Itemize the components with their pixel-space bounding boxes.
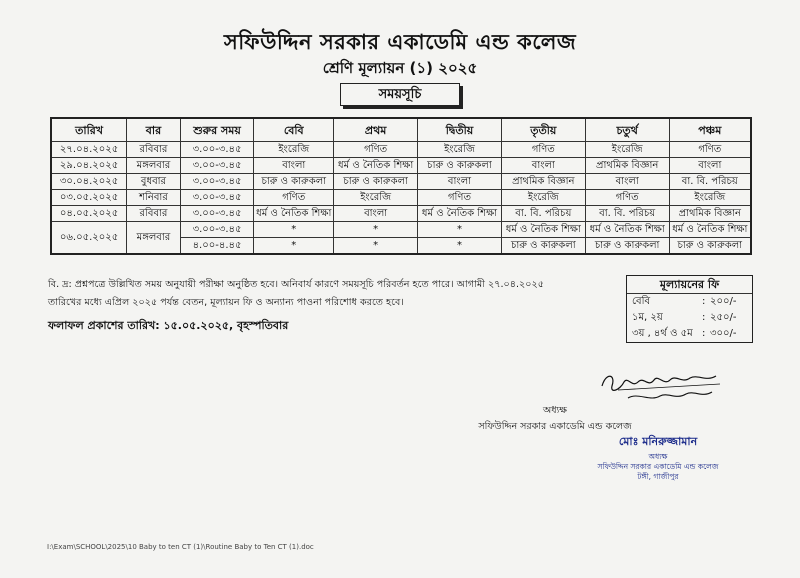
cell-day: রবিবার (127, 206, 181, 222)
cell-day: বুধবার (127, 174, 181, 190)
table-row (51, 206, 751, 222)
cell-subject: ইংরেজি (418, 142, 502, 158)
fee-row (627, 310, 752, 326)
stamp-place: টঙ্গী, গাজীপুর (637, 472, 679, 481)
cell-date: ০৩.০৫.২০২৫ (51, 190, 127, 206)
cell-time: ৩.০০-৩.৪৫ (180, 222, 254, 238)
col-date: তারিখ (51, 118, 127, 142)
cell-subject: ইংরেজি (334, 190, 418, 206)
cell-time: ৪.০০-৪.৪৫ (180, 238, 254, 255)
cell-subject: বাংলা (418, 174, 502, 190)
official-stamp (568, 433, 748, 482)
cell-date: ২৭.০৪.২০২৫ (51, 142, 127, 158)
cell-subject: চারু ও কারুকলা (334, 174, 418, 190)
result-date: ফলাফল প্রকাশের তারিখ: ১৫.০৫.২০২৫, বৃহস্পতিবার (48, 319, 289, 332)
fee-amount: ২০০/- (710, 296, 737, 307)
table-header-row (51, 118, 751, 142)
schedule-banner: সময়সূচি (340, 83, 460, 106)
cell-time: ৩.০০-৩.৪৫ (180, 206, 254, 222)
col-start-time: শুরুর সময় (180, 118, 254, 142)
stamp-role: অধ্যক্ষ (648, 452, 668, 461)
cell-subject: চারু ও কারুকলা (501, 238, 585, 255)
fee-amount: ২৫০/- (710, 312, 737, 323)
col-class-2: দ্বিতীয় (418, 118, 502, 142)
cell-subject: * (418, 222, 502, 238)
fee-amount: ৩০০/- (710, 328, 737, 339)
fee-row (627, 294, 752, 310)
table-row (51, 222, 751, 238)
cell-subject: * (254, 222, 334, 238)
cell-subject: প্রাথমিক বিজ্ঞান (501, 174, 585, 190)
principal-title: অধ্যক্ষ (542, 405, 567, 416)
col-class-3: তৃতীয় (501, 118, 585, 142)
cell-subject: * (334, 222, 418, 238)
table-row (51, 174, 751, 190)
cell-date: ০৪.০৫.২০২৫ (51, 206, 127, 222)
cell-subject: ইংরেজি (254, 142, 334, 158)
cell-subject: বা. বি. পরিচয় (669, 174, 751, 190)
fee-sep: : (702, 312, 706, 323)
col-class-5: পঞ্চম (669, 118, 751, 142)
cell-subject: গণিত (585, 190, 669, 206)
cell-subject: বাংলা (254, 158, 334, 174)
table-row (51, 158, 751, 174)
stamp-name: মোঃ মনিরুজ্জামান (618, 435, 698, 448)
cell-subject: বাংলা (501, 158, 585, 174)
cell-subject: ধর্ম ও নৈতিক শিক্ষা (501, 222, 585, 238)
stamp-institution: সফিউদ্দিন সরকার একাডেমি এন্ড কলেজ (597, 462, 719, 471)
col-class-4: চতুর্থ (585, 118, 669, 142)
fee-label: বেবি (632, 296, 651, 307)
cell-subject: গণিত (501, 142, 585, 158)
notice-line: বি. দ্র: প্রশ্নপত্রে উল্লিখিত সময় অনুযায়ী পরীক্ষা অনুষ্ঠিত হবে। অনিবার্য কারণে সময়সূচি পরিবর্তন হতে পারে। আগামী ২৭.০৪.২০২৫ (48, 279, 544, 290)
col-class-1: প্রথম (334, 118, 418, 142)
cell-time: ৩.০০-৩.৪৫ (180, 190, 254, 206)
cell-subject: ধর্ম ও নৈতিক শিক্ষা (254, 206, 334, 222)
cell-subject: * (254, 238, 334, 255)
cell-subject: চারু ও কারুকলা (669, 238, 751, 255)
cell-subject: ইংরেজি (585, 142, 669, 158)
cell-day: রবিবার (127, 142, 181, 158)
cell-subject: বাংলা (334, 206, 418, 222)
cell-day: মঙ্গলবার (127, 158, 181, 174)
col-day: বার (127, 118, 181, 142)
routine-table (50, 117, 752, 255)
cell-subject: ইংরেজি (669, 190, 751, 206)
fee-sep: : (702, 296, 706, 307)
cell-subject: প্রাথমিক বিজ্ঞান (585, 158, 669, 174)
cell-subject: ধর্ম ও নৈতিক শিক্ষা (334, 158, 418, 174)
cell-subject: চারু ও কারুকলা (585, 238, 669, 255)
cell-subject: ধর্ম ও নৈতিক শিক্ষা (585, 222, 669, 238)
cell-subject: চারু ও কারুকলা (254, 174, 334, 190)
file-path: I:\Exam\SCHOOL\2025\10 Baby to ten CT (1)\Routine Baby to Ten CT (1).doc (47, 543, 314, 551)
cell-subject: গণিত (669, 142, 751, 158)
cell-subject: ধর্ম ও নৈতিক শিক্ষা (418, 206, 502, 222)
cell-subject: ইংরেজি (501, 190, 585, 206)
cell-subject: চারু ও কারুকলা (418, 158, 502, 174)
cell-time: ৩.০০-৩.৪৫ (180, 142, 254, 158)
table-row (51, 142, 751, 158)
cell-time: ৩.০০-৩.৪৫ (180, 174, 254, 190)
cell-time: ৩.০০-৩.৪৫ (180, 158, 254, 174)
cell-date: ৩০.০৪.২০২৫ (51, 174, 127, 190)
institution-title: সফিউদ্দিন সরকার একাডেমি এন্ড কলেজ (223, 30, 577, 54)
cell-subject: প্রাথমিক বিজ্ঞান (669, 206, 751, 222)
fee-row (627, 326, 752, 342)
cell-subject: * (418, 238, 502, 255)
cell-subject: * (334, 238, 418, 255)
fee-label: ৩য় , ৪র্থ ও ৫ম (632, 328, 693, 339)
cell-subject: বা. বি. পরিচয় (585, 206, 669, 222)
fee-sep: : (702, 328, 706, 339)
cell-subject: গণিত (254, 190, 334, 206)
handwritten-signature (598, 368, 728, 406)
cell-subject: বাংলা (669, 158, 751, 174)
exam-title: শ্রেণি মূল্যায়ন (১) ২০২৫ (322, 59, 478, 77)
cell-subject: বাংলা (585, 174, 669, 190)
cell-subject: গণিত (334, 142, 418, 158)
notice-line: তারিখের মধ্যে এপ্রিল ২০২৫ পর্যন্ত বেতন, মূল্যায়ন ফি ও অন্যান্য পাওনা পরিশোধ করতে হবে। (48, 297, 404, 308)
col-baby: বেবি (254, 118, 334, 142)
cell-date: ২৯.০৪.২০২৫ (51, 158, 127, 174)
cell-day: শনিবার (127, 190, 181, 206)
fee-title: মূল্যায়নের ফি (627, 276, 752, 294)
fee-label: ১ম, ২য় (632, 312, 663, 323)
notice-text (48, 276, 618, 312)
cell-date: ০৬.০৫.২০২৫ (51, 222, 127, 255)
cell-day: মঙ্গলবার (127, 222, 181, 255)
table-row (51, 190, 751, 206)
cell-subject: বা. বি. পরিচয় (501, 206, 585, 222)
fee-box (626, 275, 753, 343)
cell-subject: গণিত (418, 190, 502, 206)
cell-subject: ধর্ম ও নৈতিক শিক্ষা (669, 222, 751, 238)
principal-institution: সফিউদ্দিন সরকার একাডেমি এন্ড কলেজ (478, 421, 632, 432)
